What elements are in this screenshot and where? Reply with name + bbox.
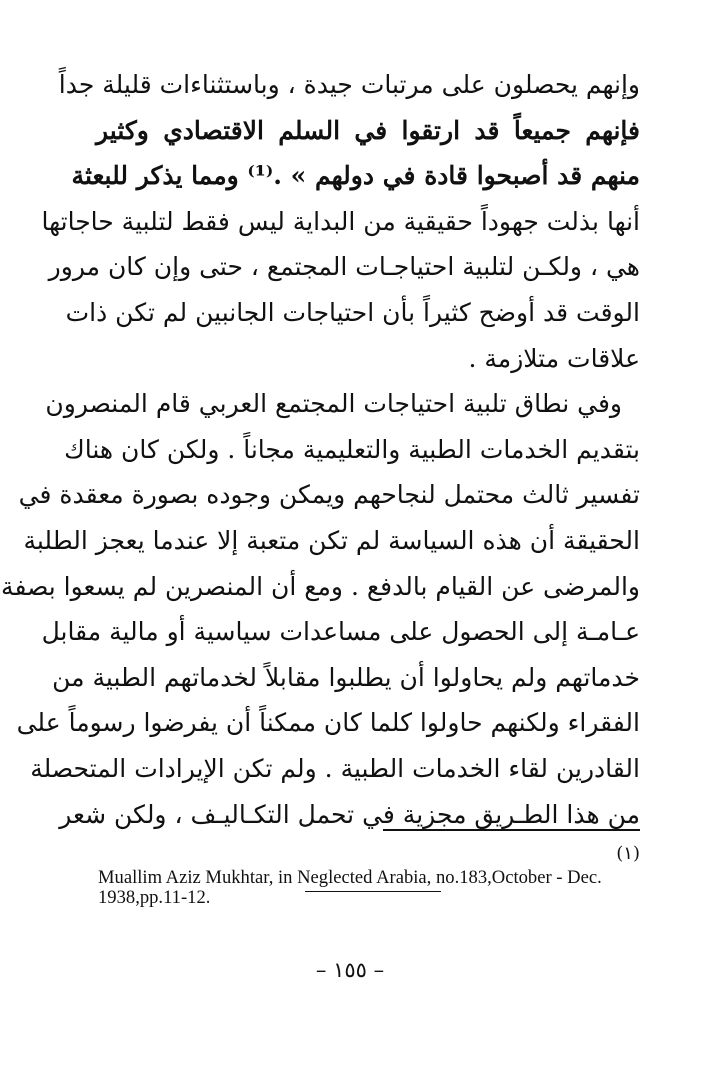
text-line: الوقت قد أوضح كثيراً بأن احتياجات الجانبين لم تكن ذات <box>65 297 640 327</box>
paragraph-start-line: وفي نطاق تلبية احتياجات المجتمع العربي قام المنصرون <box>45 389 622 419</box>
text-line: الحقيقة أن هذه السياسة لم تكن متعبة إلا عندما يعجز الطلبة <box>23 525 640 555</box>
text-line: من هذا الطـريق مجزية في تحمل التكـاليـف ، ولكن شعر <box>59 799 640 829</box>
text-line-bold: فإنهم جميعاً قد ارتقوا في السلم الاقتصادي وكثير <box>96 115 640 145</box>
text-line-bold: منهم قد أصبحوا قادة في دولهم » .⁽¹⁾ ومما يذكر للبعثة <box>71 161 640 191</box>
text-line: هي ، ولكـن لتلبية احتياجـات المجتمع ، حتى وإن كان مرور <box>48 252 640 282</box>
text-line: أنها بذلت جهوداً حقيقية من البداية ليس فقط لتلبية حاجاتها <box>41 206 640 236</box>
text-line: عـامـة إلى الحصول على مساعدات سياسية أو مالية مقابل <box>41 617 640 647</box>
text-line: تفسير ثالث محتمل لنجاحهم ويمكن وجوده بصورة معقدة في <box>18 480 640 510</box>
footnote-marker: (١) <box>616 843 640 864</box>
text-line: بتقديم الخدمات الطبية والتعليمية مجاناً . ولكن كان هناك <box>64 434 640 464</box>
text-line: خدماتهم ولم يحاولوا أن يطلبوا مقابلاً لخدماتهم الطبية من <box>52 662 640 692</box>
text-line: القادرين لقاء الخدمات الطبية . ولم تكن الإيرادات المتحصلة <box>30 753 640 783</box>
main-body-text <box>1 62 640 837</box>
footnote-text: Muallim Aziz Mukhtar, in Neglected Arabia, no.183,October - Dec. 1938,pp.11-12. <box>98 867 602 908</box>
footnote-title-underline <box>305 891 441 892</box>
paragraph-end-line: علاقات متلازمة . <box>468 343 640 373</box>
page-number: – ١٥٥ – <box>315 958 385 982</box>
text-line: وإنهم يحصلون على مرتبات جيدة ، وباستثناءات قليلة جداً <box>58 70 640 99</box>
text-line: والمرضى عن القيام بالدفع . ومع أن المنصرين لم يسعوا بصفة <box>1 571 640 601</box>
text-line: الفقراء ولكنهم حاولوا كلما كان ممكناً أن يفرضوا رسوماً على <box>16 708 640 738</box>
footnote-separator <box>383 829 640 831</box>
